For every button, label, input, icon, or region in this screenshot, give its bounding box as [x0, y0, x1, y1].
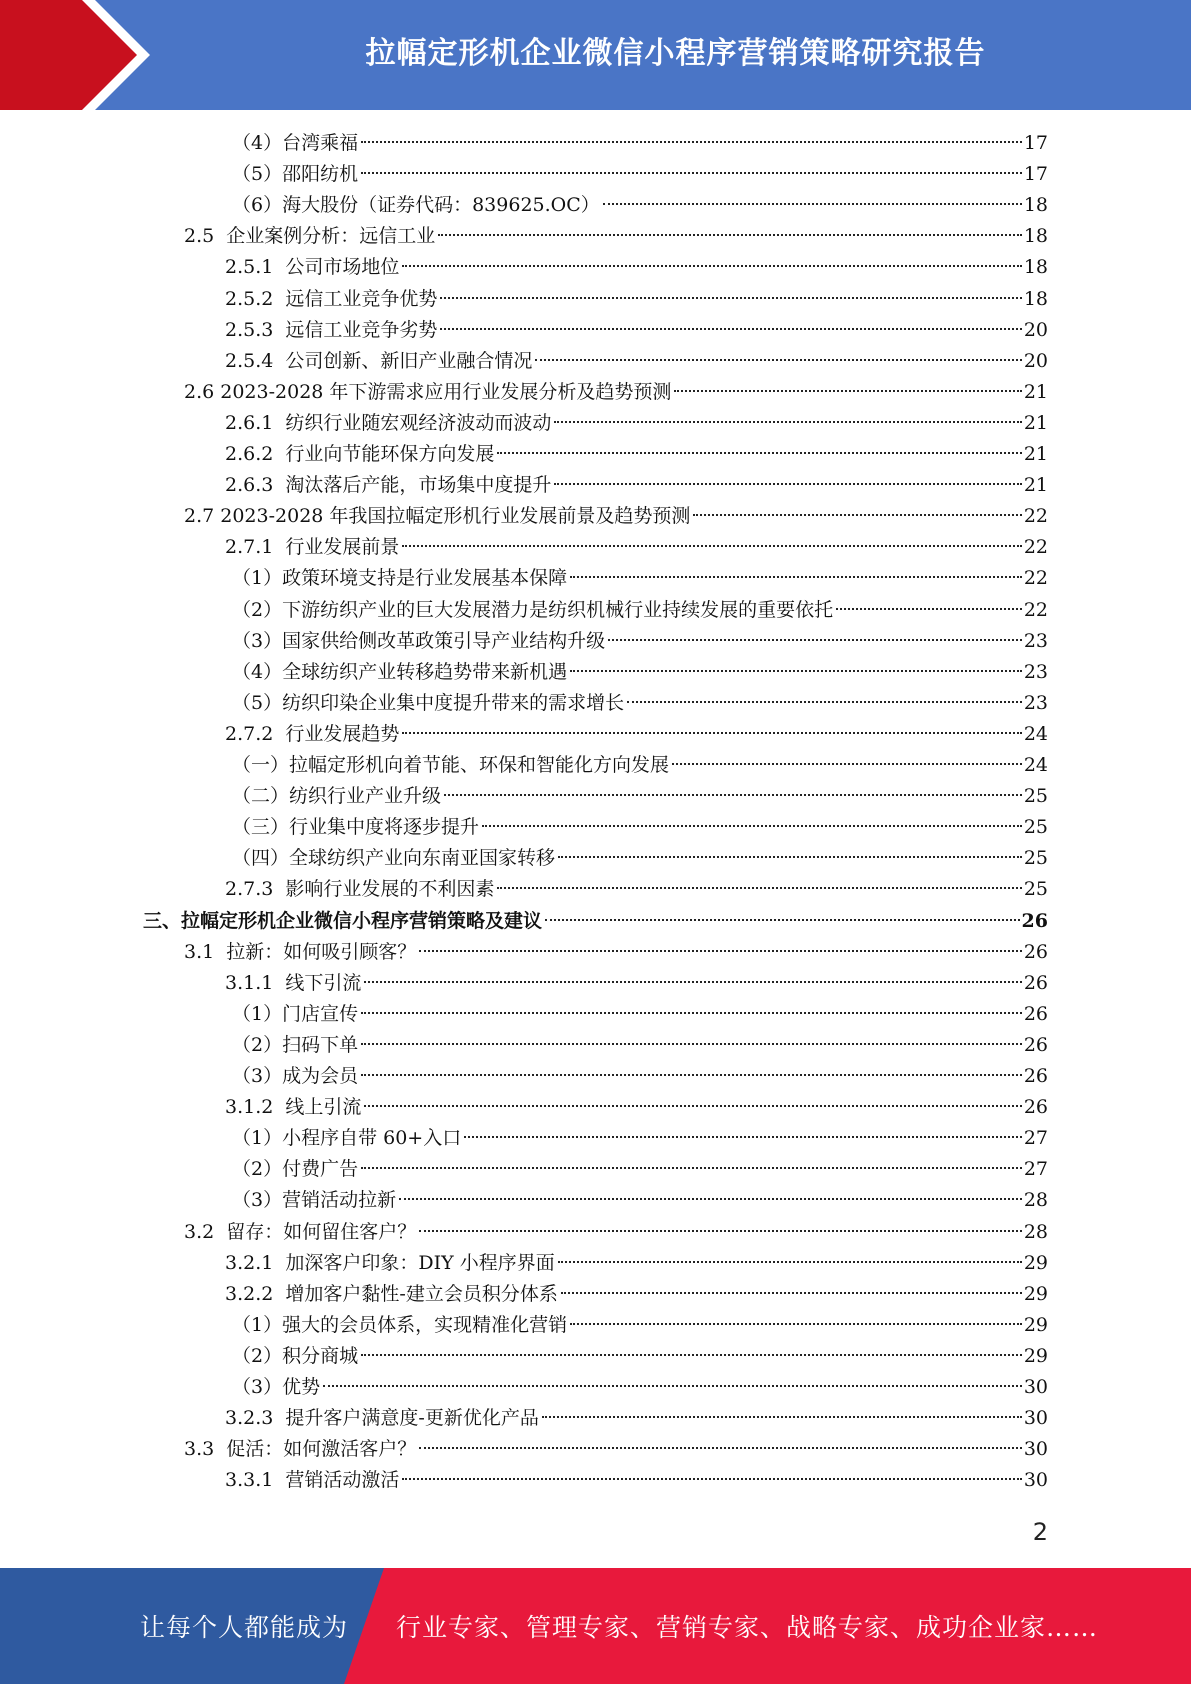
- toc-entry-title: 2.6.2 行业向节能环保方向发展: [225, 443, 495, 465]
- toc-dot-leader: [364, 981, 1021, 983]
- toc-entry-title: 3.1 拉新：如何吸引顾客？: [184, 940, 417, 963]
- toc-dot-leader: [497, 887, 1021, 889]
- toc-entry[interactable]: [0, 315, 1191, 346]
- toc-entry-page: 26: [1023, 1096, 1048, 1119]
- toc-entry[interactable]: [0, 1061, 1191, 1092]
- toc-entry[interactable]: [0, 159, 1191, 190]
- toc-entry[interactable]: [0, 874, 1191, 905]
- toc-entry-title: 3.2.2 增加客户黏性-建立会员积分体系: [225, 1282, 558, 1305]
- toc-entry-page: 23: [1023, 629, 1048, 652]
- toc-entry-page: 22: [1023, 598, 1048, 621]
- toc-entry-title: 3.2 留存：如何留住客户？: [184, 1220, 417, 1243]
- toc-entry[interactable]: [0, 937, 1191, 968]
- toc-entry-title: （4）全球纺织产业转移趋势带来新机遇: [232, 660, 568, 683]
- toc-dot-leader: [672, 763, 1022, 765]
- toc-entry-title: 3.1.2 线上引流: [225, 1096, 362, 1119]
- toc-dot-leader: [419, 1447, 1022, 1449]
- toc-entry-page: 30: [1023, 1376, 1048, 1398]
- toc-dot-leader: [402, 265, 1021, 267]
- toc-entry-page: 21: [1023, 411, 1048, 434]
- toc-entry-page: 17: [1023, 132, 1048, 154]
- toc-dot-leader: [558, 856, 1022, 858]
- toc-entry-page: 26: [1021, 909, 1048, 932]
- toc-dot-leader: [627, 701, 1022, 703]
- toc-entry-title: 3.3 促活：如何激活客户？: [184, 1438, 417, 1461]
- toc-entry-title: （1）政策环境支持是行业发展基本保障: [232, 567, 568, 590]
- toc-dot-leader: [361, 1354, 1022, 1356]
- toc-dot-leader: [364, 1105, 1021, 1107]
- toc-entry-title: （二）纺织行业产业升级: [232, 785, 442, 808]
- toc-dot-leader: [603, 203, 1022, 205]
- toc-entry-title: 3.3.1 营销活动激活: [225, 1469, 400, 1492]
- toc-entry[interactable]: [0, 1123, 1191, 1154]
- toc-entry[interactable]: [0, 190, 1191, 221]
- toc-dot-leader: [399, 1198, 1022, 1200]
- report-footer: [0, 1568, 1191, 1684]
- toc-entry-title: 2.7.2 行业发展趋势: [225, 722, 400, 745]
- toc-dot-leader: [693, 514, 1021, 516]
- toc-entry-page: 21: [1023, 380, 1048, 403]
- toc-entry[interactable]: [0, 812, 1191, 843]
- toc-entry-title: 2.6.3 淘汰落后产能，市场集中度提升: [225, 474, 552, 497]
- toc-dot-leader: [558, 1261, 1022, 1263]
- toc-entry-page: 29: [1023, 1251, 1048, 1274]
- toc-dot-leader: [545, 919, 1020, 921]
- toc-entry-page: 20: [1023, 349, 1048, 372]
- toc-entry[interactable]: [0, 906, 1191, 937]
- toc-entry-page: 29: [1023, 1344, 1048, 1367]
- toc-entry[interactable]: [0, 128, 1191, 159]
- toc-dot-leader: [361, 1012, 1022, 1014]
- toc-entry-page: 26: [1023, 1065, 1048, 1087]
- toc-entry-title: （6）海大股份（证券代码：839625.OC）: [232, 194, 600, 217]
- toc-entry-title: （2）付费广告: [232, 1158, 359, 1181]
- toc-entry-page: 26: [1023, 940, 1048, 963]
- toc-dot-leader: [361, 1167, 1022, 1169]
- toc-entry-page: 30: [1023, 1438, 1048, 1461]
- toc-dot-leader: [674, 390, 1021, 392]
- toc-dot-leader: [570, 1323, 1022, 1325]
- toc-entry-title: 2.5.2 远信工业竞争优势: [225, 287, 438, 310]
- toc-entry[interactable]: [0, 719, 1191, 750]
- toc-entry-page: 27: [1023, 1158, 1048, 1181]
- toc-dot-leader: [570, 670, 1022, 672]
- toc-entry-page: 25: [1023, 816, 1048, 839]
- toc-entry-title: 2.6.1 纺织行业随宏观经济波动而波动: [225, 411, 552, 434]
- toc-entry-page: 30: [1023, 1469, 1048, 1492]
- toc-entry[interactable]: [0, 1185, 1191, 1216]
- footer-slogan-right: 行业专家、管理专家、营销专家、战略专家、成功企业家……: [396, 1613, 1099, 1642]
- toc-entry-title: （2）积分商城: [232, 1344, 359, 1367]
- toc-entry-page: 25: [1023, 878, 1048, 901]
- toc-entry-title: 2.7.3 影响行业发展的不利因素: [225, 878, 495, 901]
- toc-dot-leader: [440, 328, 1021, 330]
- toc-entry[interactable]: [0, 1030, 1191, 1061]
- toc-entry-title: 2.5.1 公司市场地位: [225, 256, 400, 279]
- toc-entry[interactable]: [0, 1434, 1191, 1465]
- toc-entry-title: （3）成为会员: [232, 1065, 359, 1087]
- toc-entry-title: （1）门店宣传: [232, 1002, 359, 1025]
- toc-entry-title: 三、拉幅定形机企业微信小程序营销策略及建议: [143, 909, 543, 932]
- toc-entry[interactable]: [0, 626, 1191, 657]
- toc-dot-leader: [554, 421, 1021, 423]
- toc-entry[interactable]: [0, 1279, 1191, 1310]
- toc-entry-title: 3.1.1 线下引流: [225, 971, 362, 994]
- toc-entry-page: 22: [1023, 505, 1048, 528]
- toc-entry-page: 22: [1023, 536, 1048, 559]
- toc-entry[interactable]: [0, 843, 1191, 874]
- toc-entry-page: 29: [1023, 1282, 1048, 1305]
- toc-entry-title: （2）下游纺织产业的巨大发展潜力是纺织机械行业持续发展的重要依托: [232, 598, 834, 621]
- toc-entry-title: （三）行业集中度将逐步提升: [232, 816, 480, 839]
- toc-entry-page: 28: [1023, 1220, 1048, 1243]
- toc-entry-page: 18: [1023, 256, 1048, 279]
- toc-dot-leader: [444, 794, 1022, 796]
- toc-entry[interactable]: [0, 781, 1191, 812]
- toc-dot-leader: [419, 1230, 1022, 1232]
- toc-entry-title: （4）台湾乘福: [232, 132, 359, 154]
- toc-entry-page: 18: [1023, 194, 1048, 217]
- toc-dot-leader: [361, 141, 1022, 143]
- toc-dot-leader: [554, 483, 1021, 485]
- toc-entry[interactable]: [0, 1341, 1191, 1372]
- toc-entry[interactable]: [0, 470, 1191, 501]
- toc-entry-title: 2.5.4 公司创新、新旧产业融合情况: [225, 349, 533, 372]
- toc-entry[interactable]: [0, 688, 1191, 719]
- toc-entry-page: 27: [1023, 1127, 1048, 1150]
- toc-dot-leader: [402, 1478, 1021, 1480]
- toc-entry-title: （3）优势: [232, 1376, 321, 1398]
- toc-entry-page: 25: [1023, 847, 1048, 870]
- toc-entry-title: （1）小程序自带 60+入口: [232, 1127, 462, 1150]
- toc-entry-page: 28: [1023, 1189, 1048, 1212]
- toc-entry-title: 3.2.1 加深客户印象：DIY 小程序界面: [225, 1251, 555, 1274]
- toc-entry[interactable]: [0, 501, 1191, 532]
- toc-dot-leader: [464, 1136, 1022, 1138]
- toc-entry[interactable]: [0, 1403, 1191, 1434]
- toc-entry[interactable]: [0, 750, 1191, 781]
- toc-dot-leader: [561, 1292, 1022, 1294]
- report-title: 拉幅定形机企业微信小程序营销策略研究报告: [365, 36, 986, 71]
- toc-entry-title: 3.2.3 提升客户满意度-更新优化产品: [225, 1407, 539, 1430]
- toc-dot-leader: [402, 545, 1021, 547]
- toc-dot-leader: [419, 950, 1022, 952]
- page-number: 2: [1032, 1518, 1048, 1546]
- toc-entry[interactable]: [0, 1372, 1191, 1403]
- toc-entry-page: 26: [1023, 971, 1048, 994]
- toc-dot-leader: [542, 1416, 1022, 1418]
- toc-dot-leader: [440, 297, 1021, 299]
- toc-dot-leader: [497, 452, 1021, 454]
- toc-entry[interactable]: [0, 1092, 1191, 1123]
- toc-entry-title: （1）强大的会员体系，实现精准化营销: [232, 1313, 568, 1336]
- toc-entry[interactable]: [0, 657, 1191, 688]
- toc-entry[interactable]: [0, 1248, 1191, 1279]
- toc-entry-page: 24: [1023, 722, 1048, 745]
- toc-entry-page: 29: [1023, 1313, 1048, 1336]
- toc-entry[interactable]: [0, 595, 1191, 626]
- toc-entry-title: 2.7.1 行业发展前景: [225, 536, 400, 559]
- toc-entry[interactable]: [0, 377, 1191, 408]
- toc-entry[interactable]: [0, 968, 1191, 999]
- toc-entry-title: （四）全球纺织产业向东南亚国家转移: [232, 847, 556, 870]
- footer-slogan-left: 让每个人都能成为: [140, 1613, 349, 1642]
- toc-entry-title: 2.5 企业案例分析：远信工业: [184, 225, 436, 248]
- toc-dot-leader: [570, 576, 1022, 578]
- toc-entry[interactable]: [0, 252, 1191, 283]
- toc-entry-page: 23: [1023, 660, 1048, 683]
- header-chevron-icon: [0, 0, 160, 110]
- toc-dot-leader: [535, 359, 1021, 361]
- toc-entry-title: 2.5.3 远信工业竞争劣势: [225, 318, 438, 341]
- toc-entry[interactable]: [0, 408, 1191, 439]
- toc-entry-page: 22: [1023, 567, 1048, 590]
- toc-entry[interactable]: [0, 221, 1191, 252]
- toc-entry-title: 2.6 2023-2028 年下游需求应用行业发展分析及趋势预测: [184, 380, 672, 403]
- toc-entry-page: 20: [1023, 318, 1048, 341]
- toc-entry-title: （3）国家供给侧改革政策引导产业结构升级: [232, 629, 606, 652]
- toc-entry-page: 24: [1023, 754, 1048, 776]
- toc-dot-leader: [323, 1385, 1022, 1387]
- report-header: [0, 0, 1191, 110]
- toc-entry[interactable]: [0, 439, 1191, 470]
- toc-entry-page: 23: [1023, 691, 1048, 714]
- toc-entry[interactable]: [0, 1465, 1191, 1496]
- toc-dot-leader: [361, 172, 1022, 174]
- toc-entry[interactable]: [0, 532, 1191, 563]
- toc-entry[interactable]: [0, 1154, 1191, 1185]
- toc-entry-page: 21: [1023, 443, 1048, 465]
- toc-entry-page: 26: [1023, 1002, 1048, 1025]
- toc-dot-leader: [608, 639, 1022, 641]
- toc-entry-page: 17: [1023, 163, 1048, 186]
- toc-entry-page: 18: [1023, 225, 1048, 248]
- toc-entry[interactable]: [0, 999, 1191, 1030]
- toc-entry-page: 21: [1023, 474, 1048, 497]
- toc-entry[interactable]: [0, 284, 1191, 315]
- toc-entry-page: 30: [1023, 1407, 1048, 1430]
- toc-entry-page: 25: [1023, 785, 1048, 808]
- toc-entry[interactable]: [0, 563, 1191, 594]
- toc-entry[interactable]: [0, 346, 1191, 377]
- toc-entry-page: 26: [1023, 1033, 1048, 1056]
- toc-entry-title: 2.7 2023-2028 年我国拉幅定形机行业发展前景及趋势预测: [184, 505, 691, 528]
- toc-entry[interactable]: [0, 1217, 1191, 1248]
- toc-entry[interactable]: [0, 1310, 1191, 1341]
- toc-entry-title: （2）扫码下单: [232, 1033, 359, 1056]
- toc-entry-title: （5）纺织印染企业集中度提升带来的需求增长: [232, 691, 625, 714]
- toc-dot-leader: [361, 1074, 1022, 1076]
- toc-entry-title: （一）拉幅定形机向着节能、环保和智能化方向发展: [232, 754, 670, 776]
- toc-dot-leader: [438, 234, 1022, 236]
- toc-entry-title: （5）邵阳纺机: [232, 163, 359, 186]
- toc-entry-title: （3）营销活动拉新: [232, 1189, 397, 1212]
- toc-dot-leader: [482, 825, 1022, 827]
- toc-dot-leader: [402, 732, 1021, 734]
- toc-entry-page: 18: [1023, 287, 1048, 310]
- toc-dot-leader: [361, 1043, 1022, 1045]
- toc-dot-leader: [836, 608, 1022, 610]
